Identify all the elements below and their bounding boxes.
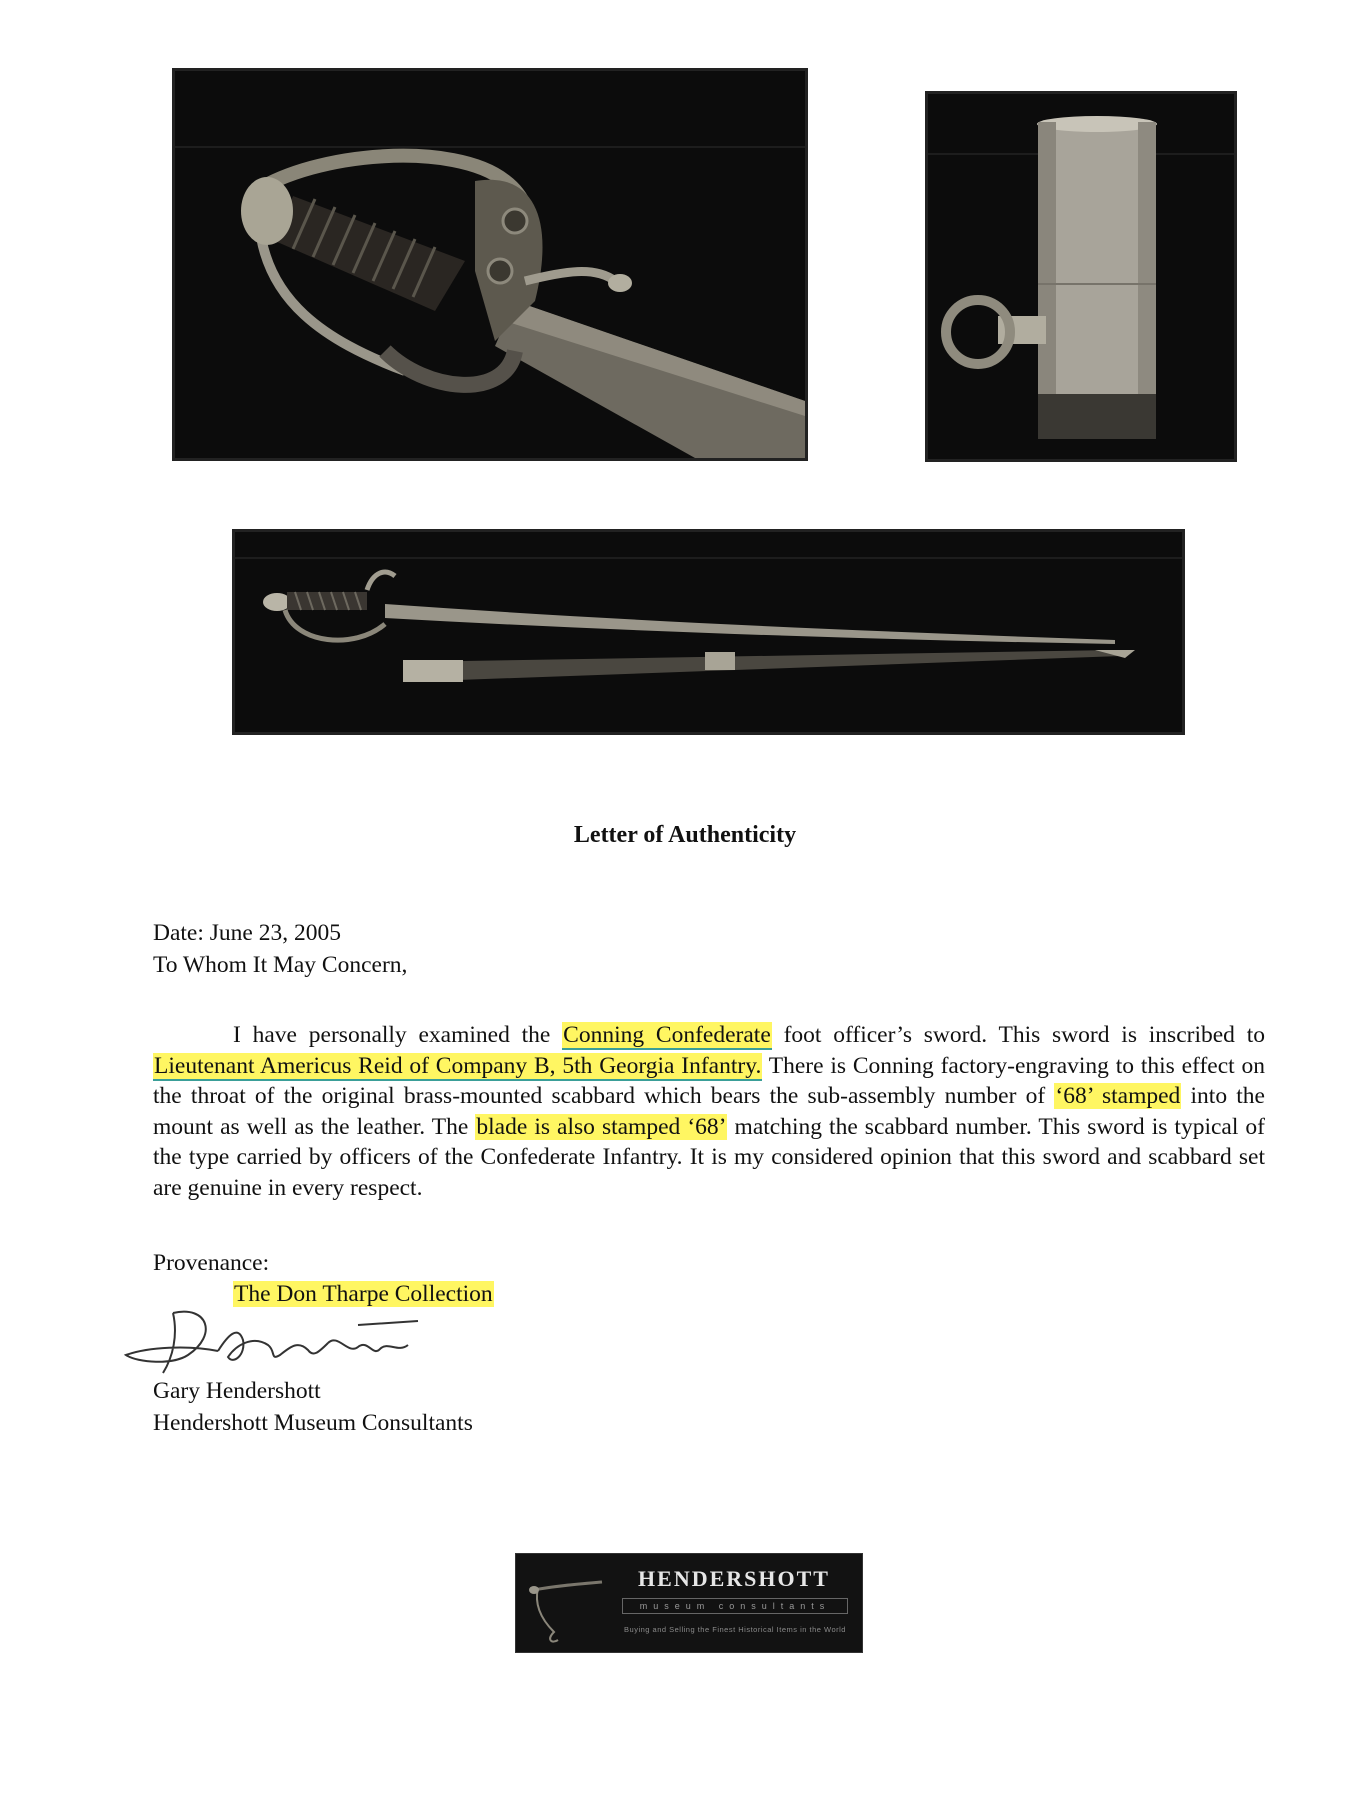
highlight-blade-stamp: blade is also stamped ‘68’ xyxy=(476,1113,727,1140)
letter-title: Letter of Authenticity xyxy=(573,822,797,848)
highlight-sword-maker: Conning Confederate xyxy=(563,1022,771,1048)
body-paragraph: I have personally examined the Conning Confederate foot officer’s sword. This sword is inscribed to Lieutenant Americus Reid of Company B, 5th Georgia Infantry. There is Conning factory-engraving to this effect on the throat of the original brass-mounted scabbard which bears the sub-assembly number of ‘68’ stamped into the mount as well as the leather. The blade is also stamped ‘68’ matching the scabbard number. This sword is typical of the type carried by officers of the Confederate Infantry. It is my considered opinion that this sword and scabbard set are genuine in every respect. xyxy=(153,1022,1266,1201)
signature-image xyxy=(118,1295,438,1385)
provenance-label: Provenance: xyxy=(153,1250,270,1276)
sword-emblem-icon xyxy=(524,1560,604,1646)
photo-scabbard-throat xyxy=(925,91,1237,462)
logo-subtitle: museum consultants xyxy=(622,1598,848,1614)
salutation: To Whom It May Concern, xyxy=(153,952,408,978)
sword-hilt-image xyxy=(175,71,805,458)
photo-sword-and-scabbard xyxy=(232,529,1185,735)
logo-wordmark: HENDERSHOTT xyxy=(638,1566,830,1591)
signatory-organization: Hendershott Museum Consultants xyxy=(153,1410,473,1436)
highlight-stamp-68: ‘68’ stamped xyxy=(1055,1083,1181,1109)
signatory-name: Gary Hendershott xyxy=(153,1378,321,1404)
sword-and-scabbard-image xyxy=(235,532,1182,732)
hendershott-logo xyxy=(515,1553,863,1653)
photo-sword-hilt xyxy=(172,68,808,461)
highlight-inscription: Lieutenant Americus Reid of Company B, 5th Georgia Infantry. xyxy=(154,1052,762,1079)
logo-tagline: Buying and Selling the Finest Historical Items in the World xyxy=(624,1625,846,1634)
date-line: Date: June 23, 2005 xyxy=(153,920,341,946)
scabbard-throat-image xyxy=(928,94,1234,459)
provenance-value: The Don Tharpe Collection xyxy=(234,1281,493,1307)
